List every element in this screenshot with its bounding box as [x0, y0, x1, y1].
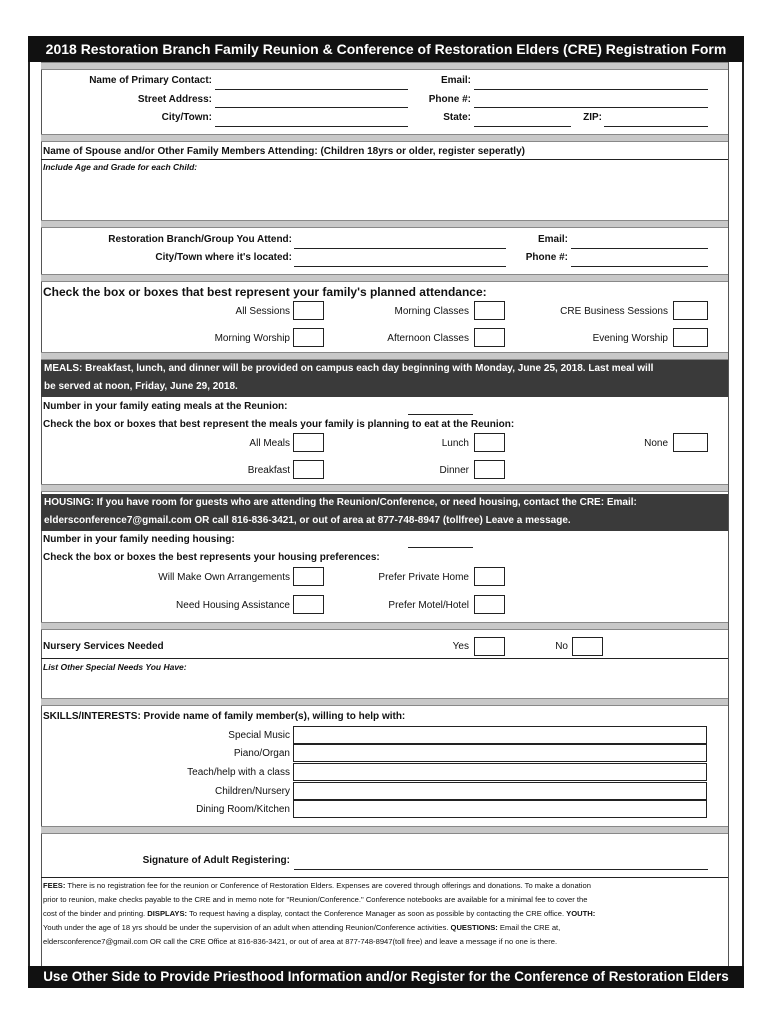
street-address-field[interactable] [215, 107, 408, 108]
cre-business-label: CRE Business Sessions [560, 306, 668, 317]
meals-banner-line1: MEALS: Breakfast, lunch, and dinner will be provided on campus each day beginning with Monday, June 25, 2018. Last meal will [44, 363, 654, 374]
all-meals-label: All Meals [249, 438, 290, 449]
fees-line3b: To request having a display, contact the Conference Manager as soon as possible by contacting the CRE office. [187, 909, 567, 918]
city-label: City/Town: [161, 112, 212, 123]
skill-input-teach[interactable] [293, 763, 707, 781]
branch-city-field[interactable] [294, 266, 506, 267]
skill-input-dining[interactable] [293, 800, 707, 818]
skill-input-special-music[interactable] [293, 726, 707, 744]
lunch-checkbox[interactable] [474, 433, 505, 452]
zip-field[interactable] [604, 126, 708, 127]
divider [41, 877, 728, 878]
skills-heading: SKILLS/INTERESTS: Provide name of family member(s), willing to help with: [43, 711, 406, 722]
housing-banner-line2: eldersconference7@gmail.com OR call 816-836-3421, or out of area at 877-748-8947 (tollfree) Leave a message. [44, 515, 571, 526]
housing-number-field[interactable] [408, 547, 473, 548]
fees-line4b: Email the CRE at, [497, 923, 561, 932]
family-note: Include Age and Grade for each Child: [43, 162, 198, 172]
breakfast-label: Breakfast [247, 465, 290, 476]
breakfast-checkbox[interactable] [293, 460, 324, 479]
fees-line3a: cost of the binder and printing. [43, 909, 148, 918]
morning-worship-label: Morning Worship [214, 333, 290, 344]
section-separator [41, 622, 728, 630]
housing-banner [41, 494, 728, 531]
meals-banner [41, 360, 728, 397]
private-home-label: Prefer Private Home [378, 572, 469, 583]
housing-number-label: Number in your family needing housing: [43, 534, 235, 545]
section-separator [41, 274, 728, 282]
section-separator [41, 698, 728, 706]
fees-line5: eldersconference7@gmail.com OR call the CRE Office at 816-836-3421, or out of area at 877-748-8947(toll free) and leave a message if no one is there. [43, 937, 558, 946]
section-separator [41, 484, 728, 492]
evening-worship-checkbox[interactable] [673, 328, 708, 347]
nursery-no-checkbox[interactable] [572, 637, 603, 656]
meals-number-label: Number in your family eating meals at the Reunion: [43, 401, 288, 412]
city-field[interactable] [215, 126, 408, 127]
section-separator [41, 134, 728, 142]
all-meals-checkbox[interactable] [293, 433, 324, 452]
nursery-yes-checkbox[interactable] [474, 637, 505, 656]
none-label: None [644, 438, 668, 449]
fees-line4a: Youth under the age of 18 yrs should be under the supervision of an adult when attending Reunion/Conference activities. [43, 923, 451, 932]
housing-check-label: Check the box or boxes the best represents your housing preferences: [43, 552, 380, 563]
afternoon-classes-label: Afternoon Classes [387, 333, 469, 344]
street-address-label: Street Address: [137, 94, 212, 105]
fees-line1: There is no registration fee for the reunion or Conference of Restoration Elders. Expenses are covered through offerings and donations. To make a donation [65, 881, 591, 890]
dinner-checkbox[interactable] [474, 460, 505, 479]
skill-label: Teach/help with a class [187, 767, 290, 778]
need-assistance-label: Need Housing Assistance [176, 600, 290, 611]
all-sessions-label: All Sessions [235, 306, 290, 317]
lunch-label: Lunch [441, 438, 469, 449]
primary-contact-field[interactable] [215, 89, 408, 90]
motel-checkbox[interactable] [474, 595, 505, 614]
fees-bold: FEES: [43, 881, 66, 890]
youth-bold: YOUTH: [566, 909, 596, 918]
fees-line2: prior to reunion, make checks payable to the CRE and in memo note for "Reunion/Conference." Conference notebooks are available for a minimal fee to cover the [43, 895, 588, 904]
state-label: State: [443, 112, 471, 123]
housing-banner-line1: HOUSING: If you have room for guests who are attending the Reunion/Conference, or need housing, contact the CRE: Email: [44, 497, 637, 508]
section-separator [41, 62, 728, 70]
own-arrangements-checkbox[interactable] [293, 567, 324, 586]
email-label: Email: [440, 75, 471, 86]
need-assistance-checkbox[interactable] [293, 595, 324, 614]
questions-bold: QUESTIONS: [450, 923, 498, 932]
special-needs-field[interactable] [43, 675, 726, 697]
meals-number-field[interactable] [408, 414, 473, 415]
meals-banner-line2: be served at noon, Friday, June 29, 2018. [44, 381, 238, 392]
nursery-no-label: No [555, 641, 568, 652]
dinner-label: Dinner [439, 465, 469, 476]
cre-business-checkbox[interactable] [673, 301, 708, 320]
special-needs-label: List Other Special Needs You Have: [43, 662, 187, 672]
signature-field[interactable] [294, 869, 708, 870]
private-home-checkbox[interactable] [474, 567, 505, 586]
right-rule [728, 62, 729, 966]
branch-email-field[interactable] [571, 248, 708, 249]
branch-attend-label: Restoration Branch/Group You Attend: [108, 234, 292, 245]
family-heading: Name of Spouse and/or Other Family Members Attending: (Children 18yrs or older, register seperatly) [43, 146, 525, 157]
fees-paragraph [43, 879, 727, 949]
branch-phone-label: Phone #: [525, 252, 568, 263]
skill-label: Dining Room/Kitchen [196, 804, 290, 815]
skill-input-piano-organ[interactable] [293, 744, 707, 762]
skill-input-children[interactable] [293, 782, 707, 800]
divider [41, 159, 728, 160]
all-sessions-checkbox[interactable] [293, 301, 324, 320]
signature-label: Signature of Adult Registering: [142, 855, 290, 866]
zip-label: ZIP: [583, 112, 602, 123]
section-separator [41, 220, 728, 228]
branch-email-label: Email: [537, 234, 568, 245]
evening-worship-label: Evening Worship [592, 333, 668, 344]
email-field[interactable] [474, 89, 708, 90]
branch-phone-field[interactable] [571, 266, 708, 267]
phone-field[interactable] [474, 107, 708, 108]
nursery-yes-label: Yes [452, 641, 469, 652]
attendance-heading: Check the box or boxes that best represent your family's planned attendance: [43, 285, 487, 299]
afternoon-classes-checkbox[interactable] [474, 328, 505, 347]
phone-label: Phone #: [428, 94, 471, 105]
divider [41, 658, 728, 659]
skill-label: Special Music [228, 730, 290, 741]
meals-check-label: Check the box or boxes that best represent the meals your family is planning to eat at the Reunion: [43, 419, 515, 430]
family-members-field[interactable] [43, 175, 726, 219]
branch-city-label: City/Town where it's located: [155, 252, 292, 263]
skill-label: Piano/Organ [233, 748, 290, 759]
section-separator [41, 352, 728, 360]
morning-classes-checkbox[interactable] [474, 301, 505, 320]
form-title: 2018 Restoration Branch Family Reunion & Conference of Restoration Elders (CRE) Registration Form [28, 36, 744, 62]
branch-attend-field[interactable] [294, 248, 506, 249]
displays-bold: DISPLAYS: [147, 909, 188, 918]
nursery-label: Nursery Services Needed [43, 641, 164, 652]
own-arrangements-label: Will Make Own Arrangements [158, 572, 290, 583]
primary-contact-label: Name of Primary Contact: [89, 75, 212, 86]
state-field[interactable] [474, 126, 571, 127]
morning-worship-checkbox[interactable] [293, 328, 324, 347]
footer-banner: Use Other Side to Provide Priesthood Information and/or Register for the Conference of Restoration Elders [28, 966, 744, 988]
morning-classes-label: Morning Classes [394, 306, 469, 317]
none-checkbox[interactable] [673, 433, 708, 452]
motel-label: Prefer Motel/Hotel [388, 600, 469, 611]
skill-label: Children/Nursery [214, 786, 290, 797]
section-separator [41, 826, 728, 834]
